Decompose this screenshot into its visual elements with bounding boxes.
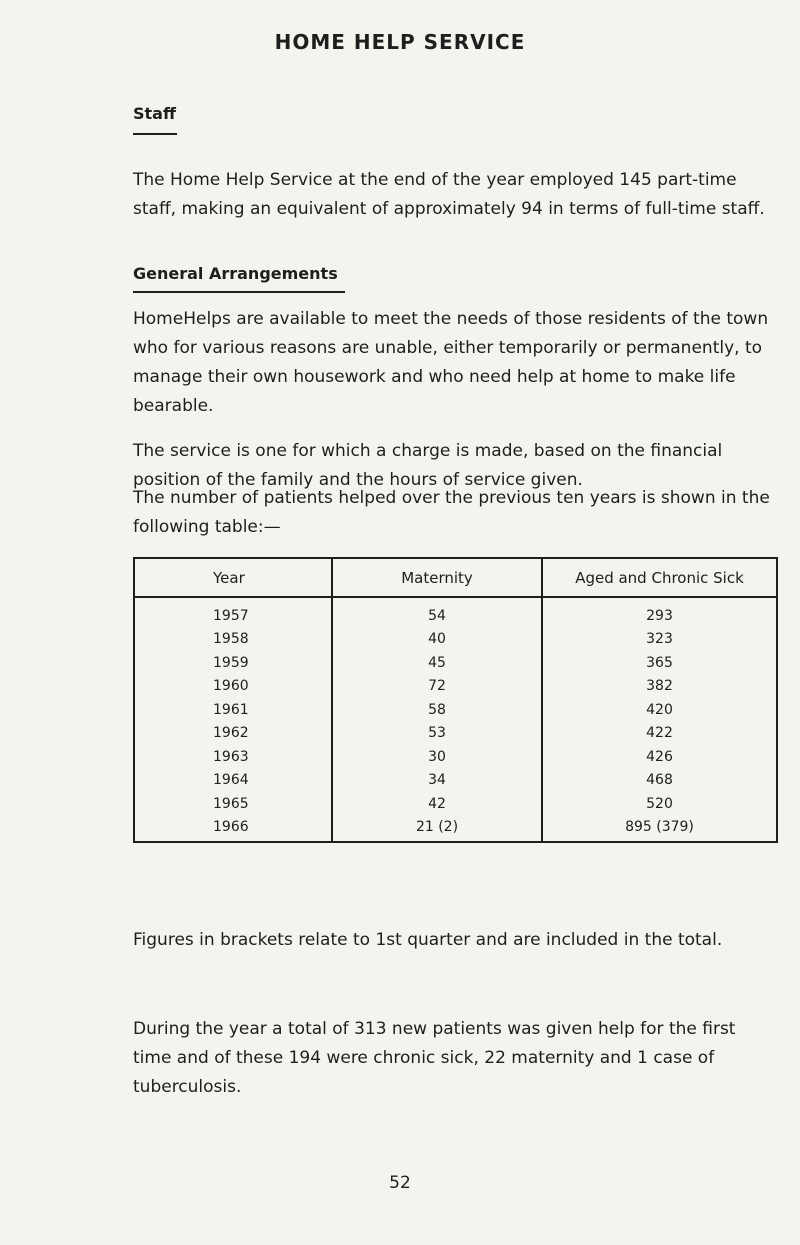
- table-row: [134, 745, 777, 769]
- general-arrangements-underline: [133, 291, 345, 293]
- header-year: Year: [134, 558, 332, 597]
- cell-year: 1962: [134, 722, 332, 746]
- table-row: [134, 628, 777, 652]
- cell-maternity: 54: [332, 597, 542, 628]
- cell-aged-chronic-sick: 323: [542, 628, 777, 652]
- cell-year: 1959: [134, 651, 332, 675]
- cell-maternity: 21 (2): [332, 816, 542, 843]
- cell-aged-chronic-sick: 520: [542, 792, 777, 816]
- table-intro-paragraph: The number of patients helped over the previous ten years is shown in the following table:—: [133, 488, 770, 537]
- cell-year: 1958: [134, 628, 332, 652]
- cell-year: 1961: [134, 698, 332, 722]
- table-row: [134, 597, 777, 628]
- cell-maternity: 30: [332, 745, 542, 769]
- table-row: [134, 651, 777, 675]
- table-row: [134, 698, 777, 722]
- table-row: [134, 722, 777, 746]
- cell-maternity: 40: [332, 628, 542, 652]
- cell-year: 1957: [134, 597, 332, 628]
- cell-year: 1960: [134, 675, 332, 699]
- cell-aged-chronic-sick: 422: [542, 722, 777, 746]
- cell-maternity: 42: [332, 792, 542, 816]
- cell-year: 1965: [134, 792, 332, 816]
- cell-aged-chronic-sick: 293: [542, 597, 777, 628]
- cell-maternity: 45: [332, 651, 542, 675]
- cell-year: 1964: [134, 769, 332, 793]
- cell-maternity: 58: [332, 698, 542, 722]
- staff-heading: Staff: [133, 104, 176, 123]
- cell-year: 1966: [134, 816, 332, 843]
- cell-aged-chronic-sick: 895 (379): [542, 816, 777, 843]
- header-aged-chronic-sick: Aged and Chronic Sick: [542, 558, 777, 597]
- summary-paragraph: During the year a total of 313 new patients was given help for the first time and of these 194 were chronic sick, 22 maternity and 1 case of tuberculosis.: [133, 1019, 736, 1097]
- cell-aged-chronic-sick: 420: [542, 698, 777, 722]
- staff-heading-underline: [133, 133, 177, 135]
- patients-table: [133, 557, 778, 843]
- arrangements-paragraph: HomeHelps are available to meet the needs of those residents of the town who for various reasons are unable, either temporarily or permanently, to manage their own housework and who need help at home to make life bearable.: [133, 309, 769, 416]
- page-number: 52: [389, 1173, 411, 1193]
- table-header-row: [134, 558, 777, 597]
- charge-paragraph: The service is one for which a charge is made, based on the financial position of the family and the hours of service given.: [133, 441, 723, 490]
- table-row: [134, 769, 777, 793]
- staff-paragraph: The Home Help Service at the end of the year employed 145 part-time staff, making an equivalent of approximately 94 in terms of full-time staff.: [133, 170, 765, 219]
- cell-maternity: 72: [332, 675, 542, 699]
- table-row: [134, 816, 777, 843]
- cell-maternity: 34: [332, 769, 542, 793]
- table-row: [134, 792, 777, 816]
- header-maternity: Maternity: [332, 558, 542, 597]
- cell-maternity: 53: [332, 722, 542, 746]
- cell-aged-chronic-sick: 426: [542, 745, 777, 769]
- cell-aged-chronic-sick: 382: [542, 675, 777, 699]
- cell-aged-chronic-sick: 468: [542, 769, 777, 793]
- cell-year: 1963: [134, 745, 332, 769]
- cell-aged-chronic-sick: 365: [542, 651, 777, 675]
- footnote-paragraph: Figures in brackets relate to 1st quarter and are included in the total.: [133, 930, 723, 950]
- table-row: [134, 675, 777, 699]
- general-arrangements-heading: General Arrangements: [133, 264, 338, 283]
- page-title: HOME HELP SERVICE: [274, 30, 526, 54]
